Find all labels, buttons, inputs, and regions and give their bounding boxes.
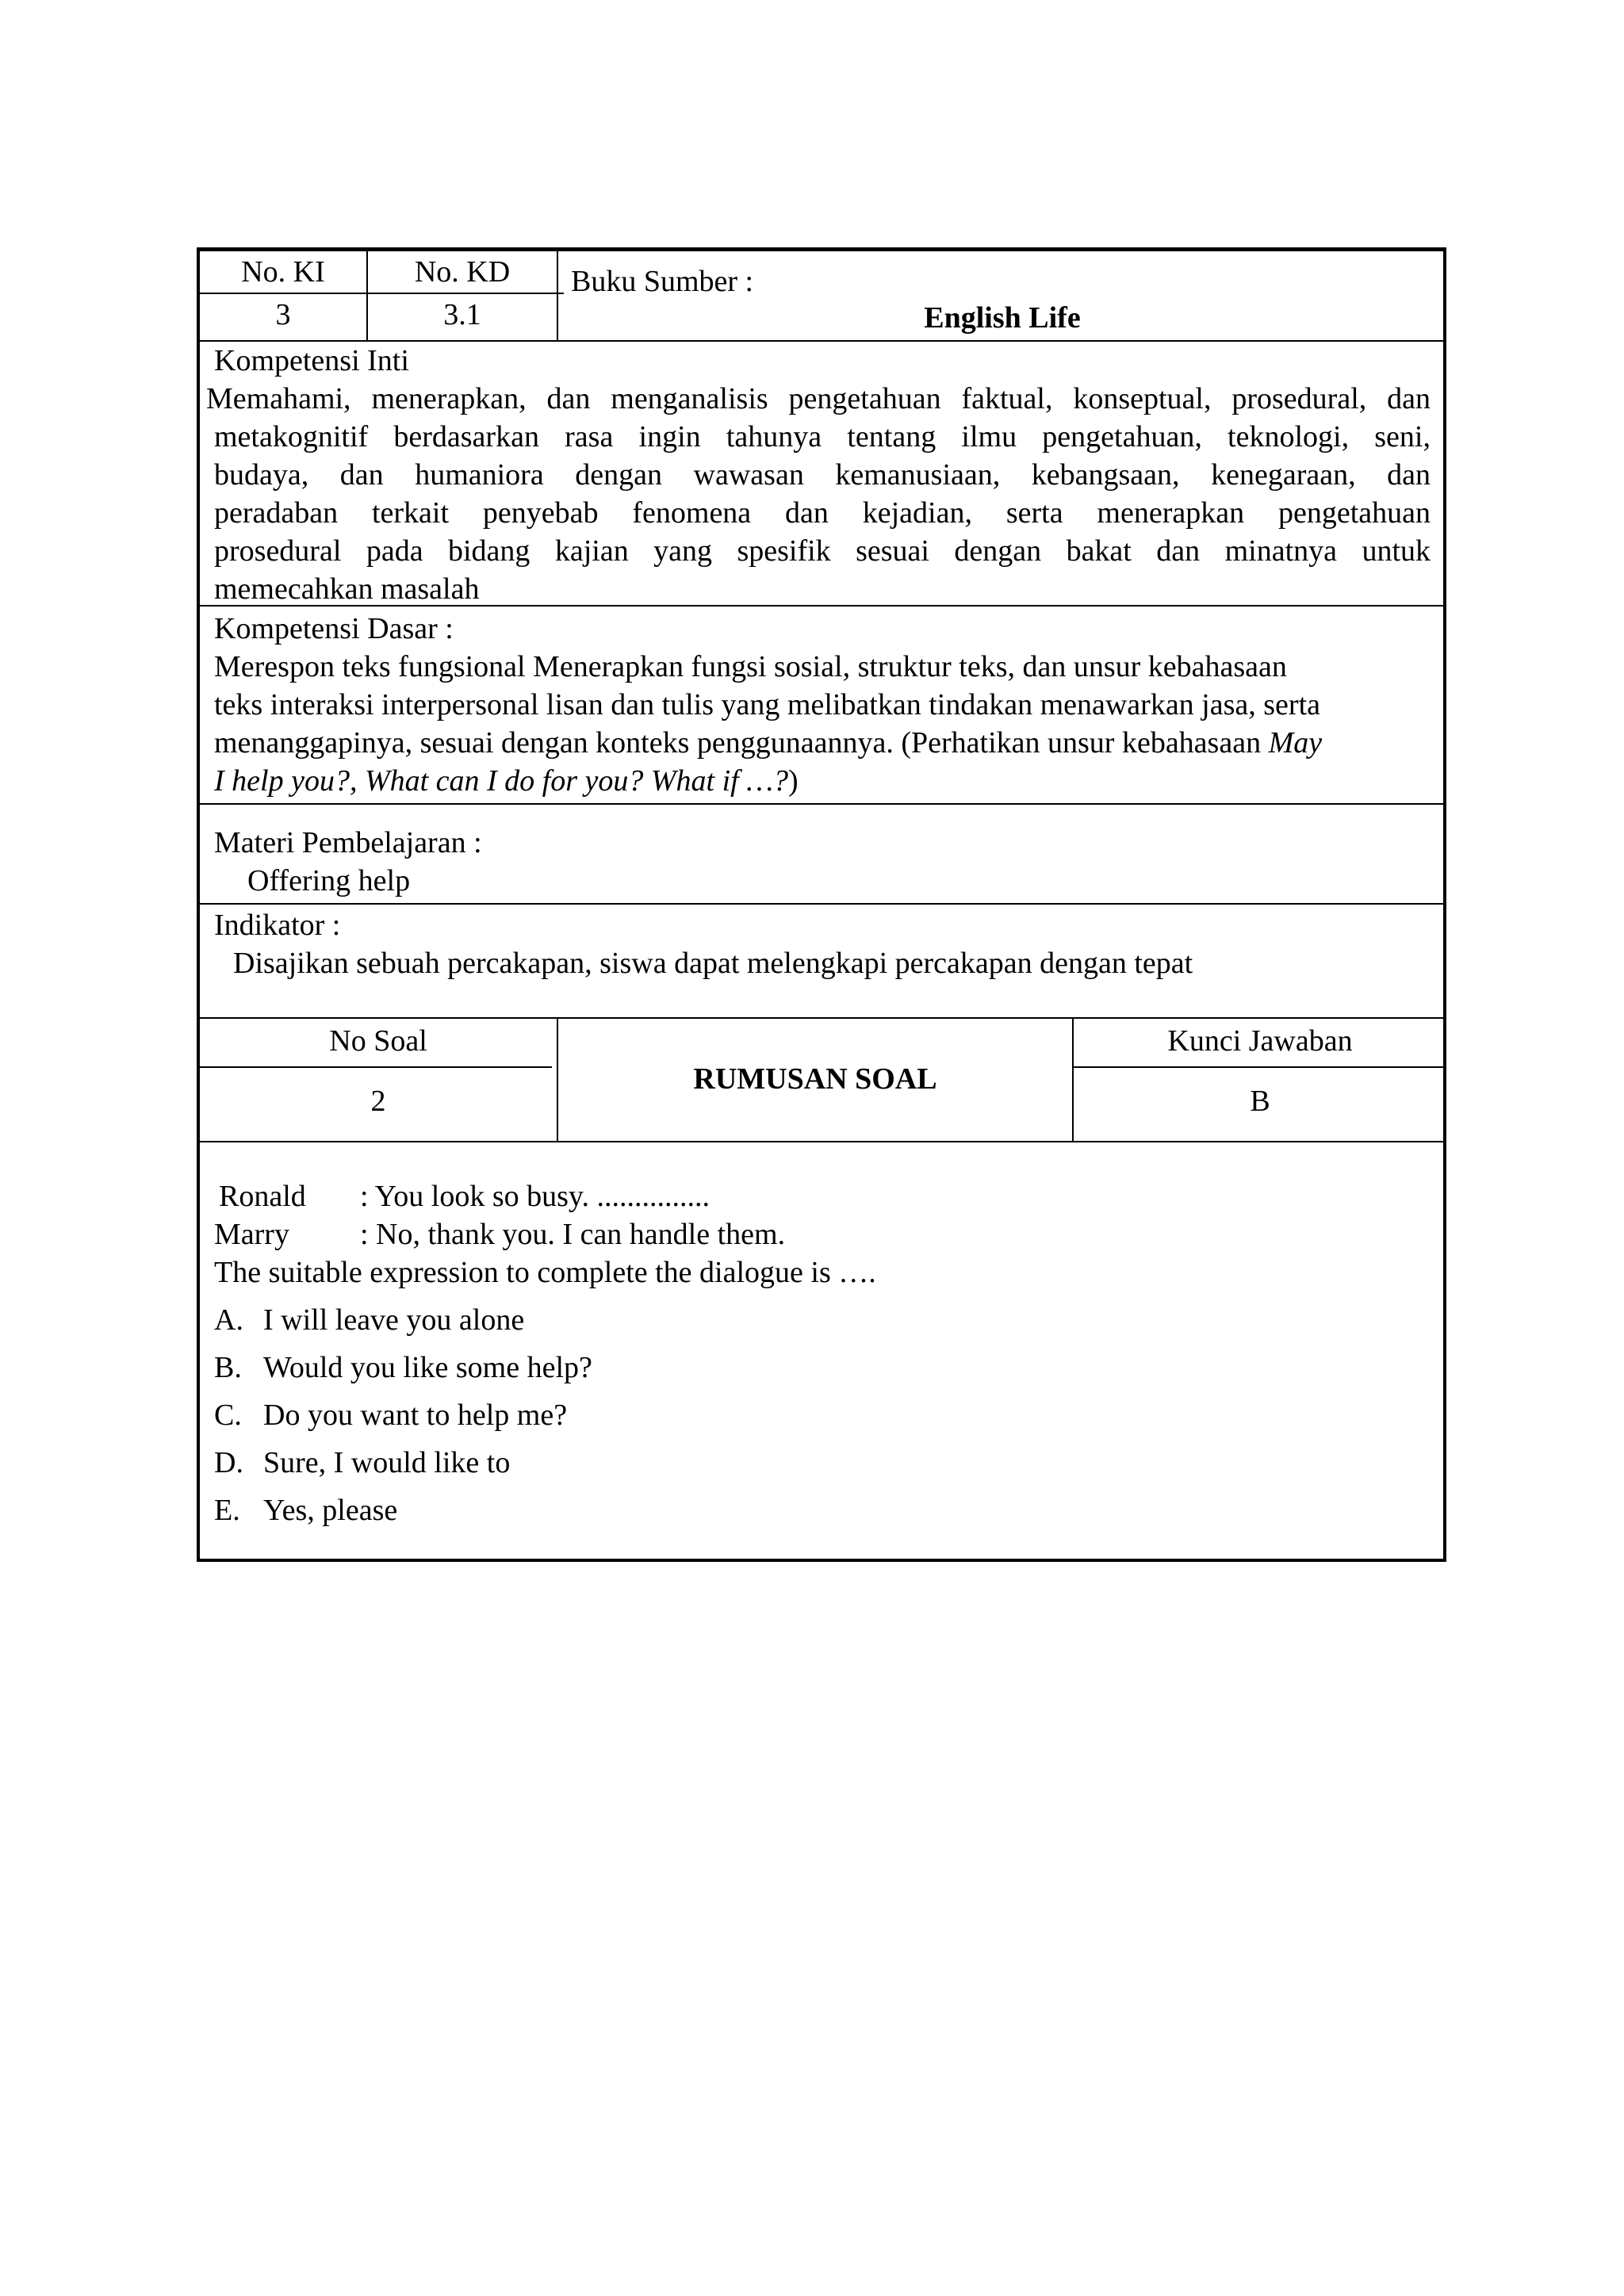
kd-line-2: teks interaksi interpersonal lisan dan tulis yang melibatkan tindakan menawarkan jasa, serta [214,688,1320,721]
no-kd-label: No. KD [414,255,511,289]
materi-bottom-divider [200,903,1443,905]
rumusan-soal-label: RUMUSAN SOAL [693,1062,937,1096]
dialogue-speaker-1: Ronald [219,1180,306,1213]
no-soal-value: 2 [370,1085,386,1118]
kd-line-3-italic: May [1268,726,1323,760]
option-c-letter: C. [214,1399,242,1432]
kompetensi-inti-label: Kompetensi Inti [214,344,409,377]
kd-bottom-divider [200,803,1443,805]
kunci-jawaban-value: B [1250,1085,1270,1118]
kd-line-1: Merespon teks fungsional Menerapkan fungsi sosial, struktur teks, dan unsur kebahasaan [214,650,1287,683]
question-prompt: The suitable expression to complete the dialogue is …. [214,1256,876,1289]
option-d-letter: D. [214,1446,243,1479]
question-card [197,247,1446,1562]
no-ki-label: No. KI [241,255,325,289]
kompetensi-inti-text [206,380,1431,418]
ki-bottom-divider [200,605,1443,607]
dialogue-speaker-2: Marry [214,1218,289,1251]
kd-line-3 [214,724,1322,762]
ki-line-2: metakognitif berdasarkan rasa ingin tahunya tentang ilmu pengetahuan, teknologi, seni, [214,420,1431,453]
option-c-text: Do you want to help me? [263,1399,568,1432]
no-kd-value: 3.1 [443,298,481,331]
no-ki-value: 3 [275,298,291,331]
option-b-letter: B. [214,1351,242,1384]
buku-sumber-label: Buku Sumber : [571,265,754,298]
ki-line-5: prosedural pada bidang kajian yang spesifik sesuai dengan bakat dan minatnya untuk [214,534,1431,568]
soal-header-bottom-divider [200,1141,1443,1142]
option-e-text: Yes, please [263,1494,398,1527]
kd-line-3-text: menanggapinya, sesuai dengan konteks penggunaannya. (Perhatikan unsur kebahasaan [214,726,1269,760]
kd-line-4 [214,762,799,800]
option-d-text: Sure, I would like to [263,1446,511,1479]
dialogue-line-1: : You look so busy. ............... [360,1180,710,1213]
ki-line-4: peradaban terkait penyebab fenomena dan kejadian, serta menerapkan pengetahuan [214,496,1431,530]
ki-line-1: Memahami, menerapkan, dan menganalisis pengetahuan faktual, konseptual, prosedural, dan [206,382,1431,415]
nosoal-mid-divider [200,1066,552,1068]
indikator-value: Disajikan sebuah percakapan, siswa dapat melengkapi percakapan dengan tepat [233,947,1193,980]
option-a-text: I will leave you alone [263,1303,525,1337]
materi-value: Offering help [247,864,411,897]
kd-line-4-italic: I help you?, What can I do for you? What if …? [214,764,789,798]
kunci-mid-divider [1072,1066,1443,1068]
kunci-jawaban-label: Kunci Jawaban [1167,1024,1353,1058]
ki-line-3: budaya, dan humaniora dengan wawasan kemanusiaan, kebangsaan, kenegaraan, dan [214,458,1431,492]
header-mid-divider [200,293,564,294]
materi-label: Materi Pembelajaran : [214,826,482,859]
kompetensi-inti-text-body [214,418,1431,608]
ki-line-6: memecahkan masalah [214,572,480,606]
option-b-text: Would you like some help? [263,1351,592,1384]
no-soal-label: No Soal [329,1024,427,1058]
kompetensi-dasar-label: Kompetensi Dasar : [214,612,454,645]
option-e-letter: E. [214,1494,240,1527]
buku-sumber-value: English Life [924,301,1081,335]
indikator-bottom-divider [200,1017,1443,1019]
indikator-label: Indikator : [214,909,341,942]
kd-line-4-end: ) [788,764,799,798]
option-a-letter: A. [214,1303,243,1337]
dialogue-line-2: : No, thank you. I can handle them. [360,1218,786,1251]
